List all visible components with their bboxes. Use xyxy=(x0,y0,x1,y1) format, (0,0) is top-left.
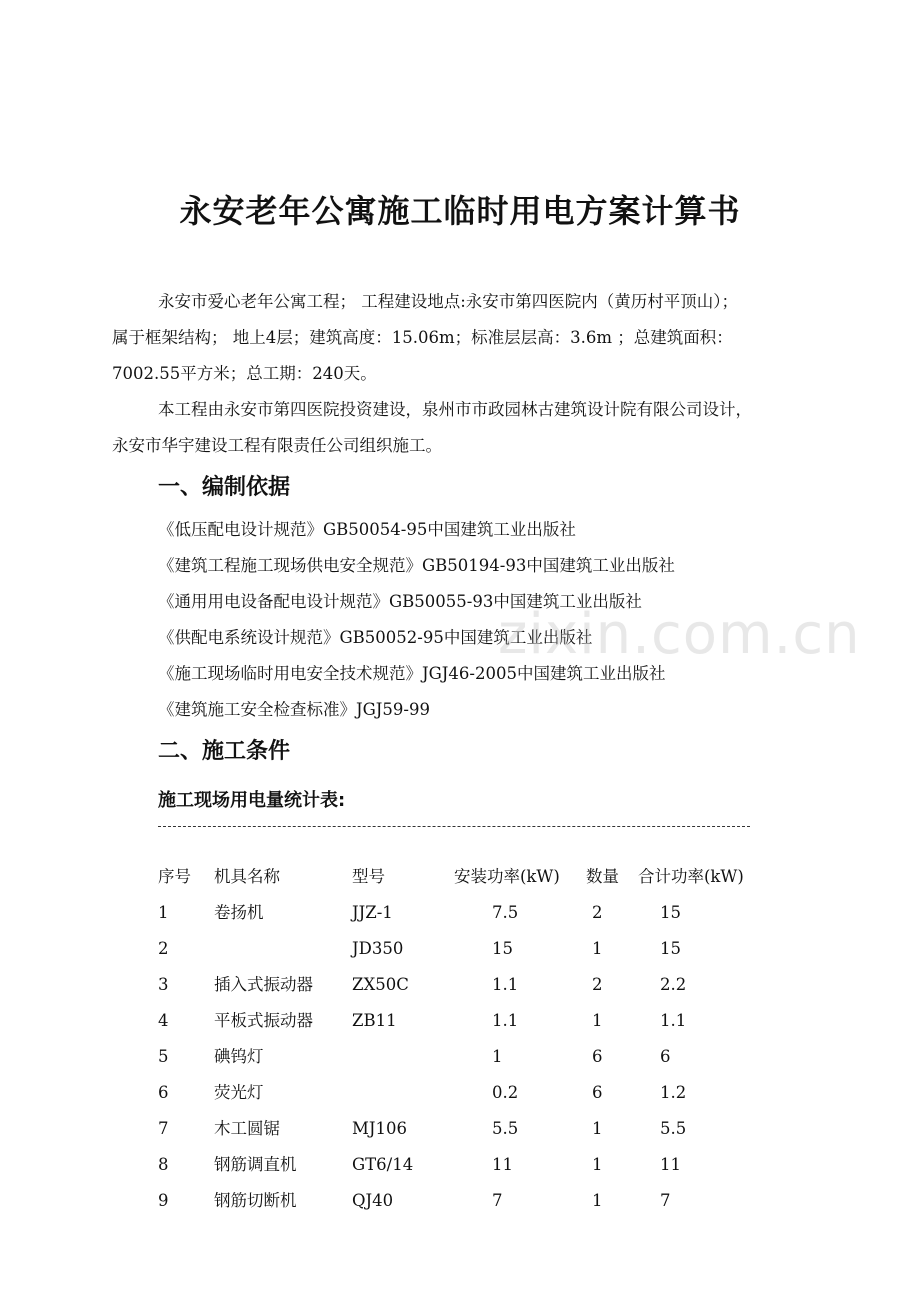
cell-equipment: 钢筋切断机 xyxy=(214,1191,297,1210)
cell-total-power: 1.1 xyxy=(660,1011,687,1030)
document-title: 永安老年公寓施工临时用电方案计算书 xyxy=(179,192,741,230)
reference-item: 《低压配电设计规范》GB50054-95中国建筑工业出版社 xyxy=(158,520,576,539)
cell-quantity: 1 xyxy=(592,1119,603,1138)
header-model: 型号 xyxy=(352,867,385,886)
cell-rated-power: 1 xyxy=(492,1047,503,1066)
cell-equipment: 木工圆锯 xyxy=(214,1119,280,1138)
cell-total-power: 15 xyxy=(660,939,681,958)
cell-quantity: 1 xyxy=(592,1155,603,1174)
section-heading-basis: 一、编制依据 xyxy=(158,475,291,500)
cell-rated-power: 11 xyxy=(492,1155,513,1174)
intro-line-2: 属于框架结构； 地上4层；建筑高度：15.06m；标准层层高：3.6m ；总建筑面积： xyxy=(112,328,733,347)
para2-line-2: 永安市华宇建设工程有限责任公司组织施工。 xyxy=(112,436,442,455)
cell-total-power: 6 xyxy=(660,1047,671,1066)
cell-model: QJ40 xyxy=(352,1191,394,1210)
cell-equipment: 钢筋调直机 xyxy=(214,1155,297,1174)
cell-total-power: 1.2 xyxy=(660,1083,687,1102)
dashed-divider xyxy=(158,826,750,827)
reference-item: 《施工现场临时用电安全技术规范》JGJ46-2005中国建筑工业出版社 xyxy=(158,664,666,683)
intro-line-1: 永安市爱心老年公寓工程； 工程建设地点:永安市第四医院内（黄历村平顶山）； xyxy=(158,292,739,311)
cell-total-power: 2.2 xyxy=(660,975,687,994)
header-total-power: 合计功率(kW) xyxy=(638,867,744,886)
cell-quantity: 1 xyxy=(592,939,603,958)
cell-equipment: 荧光灯 xyxy=(214,1083,264,1102)
cell-rated-power: 5.5 xyxy=(492,1119,519,1138)
cell-model: JJZ-1 xyxy=(352,903,393,922)
section-heading-conditions: 二、施工条件 xyxy=(158,739,291,764)
cell-total-power: 5.5 xyxy=(660,1119,687,1138)
cell-model: JD350 xyxy=(352,939,404,958)
cell-total-power: 7 xyxy=(660,1191,671,1210)
reference-item: 《供配电系统设计规范》GB50052-95中国建筑工业出版社 xyxy=(158,628,593,647)
cell-quantity: 2 xyxy=(592,903,603,922)
cell-index: 6 xyxy=(158,1083,169,1102)
cell-rated-power: 7.5 xyxy=(492,903,519,922)
cell-model: ZX50C xyxy=(352,975,409,994)
cell-total-power: 11 xyxy=(660,1155,681,1174)
cell-index: 8 xyxy=(158,1155,169,1174)
reference-item: 《建筑工程施工现场供电安全规范》GB50194-93中国建筑工业出版社 xyxy=(158,556,675,575)
cell-quantity: 6 xyxy=(592,1047,603,1066)
intro-line-3: 7002.55平方米；总工期：240天。 xyxy=(112,364,377,383)
cell-quantity: 1 xyxy=(592,1011,603,1030)
cell-equipment: 卷扬机 xyxy=(214,903,264,922)
header-rated-power: 安装功率(kW) xyxy=(454,867,560,886)
cell-quantity: 1 xyxy=(592,1191,603,1210)
cell-rated-power: 1.1 xyxy=(492,1011,519,1030)
intro-paragraph xyxy=(112,284,812,392)
watermark: zixin.com.cn xyxy=(498,602,861,667)
cell-equipment: 碘钨灯 xyxy=(214,1047,264,1066)
reference-list xyxy=(158,512,675,728)
cell-index: 4 xyxy=(158,1011,169,1030)
cell-rated-power: 0.2 xyxy=(492,1083,519,1102)
cell-index: 7 xyxy=(158,1119,169,1138)
cell-model: ZB11 xyxy=(352,1011,397,1030)
cell-index: 2 xyxy=(158,939,169,958)
header-quantity: 数量 xyxy=(586,867,619,886)
cell-model: MJ106 xyxy=(352,1119,408,1138)
reference-item: 《通用用电设备配电设计规范》GB50055-93中国建筑工业出版社 xyxy=(158,592,642,611)
cell-model: GT6/14 xyxy=(352,1155,414,1174)
cell-quantity: 2 xyxy=(592,975,603,994)
cell-rated-power: 7 xyxy=(492,1191,503,1210)
cell-index: 5 xyxy=(158,1047,169,1066)
cell-equipment: 平板式振动器 xyxy=(214,1011,313,1030)
cell-index: 1 xyxy=(158,903,169,922)
reference-item: 《建筑施工安全检查标准》JGJ59-99 xyxy=(158,700,430,719)
cell-index: 3 xyxy=(158,975,169,994)
header-index: 序号 xyxy=(158,867,191,886)
para2-line-1: 本工程由永安市第四医院投资建设，泉州市市政园林古建筑设计院有限公司设计， xyxy=(158,400,752,419)
cell-rated-power: 1.1 xyxy=(492,975,519,994)
header-equipment: 机具名称 xyxy=(214,867,280,886)
cell-quantity: 6 xyxy=(592,1083,603,1102)
cell-rated-power: 15 xyxy=(492,939,513,958)
table-title: 施工现场用电量统计表: xyxy=(158,790,346,811)
cell-index: 9 xyxy=(158,1191,169,1210)
cell-total-power: 15 xyxy=(660,903,681,922)
cell-equipment: 插入式振动器 xyxy=(214,975,313,994)
construction-paragraph xyxy=(112,392,812,464)
